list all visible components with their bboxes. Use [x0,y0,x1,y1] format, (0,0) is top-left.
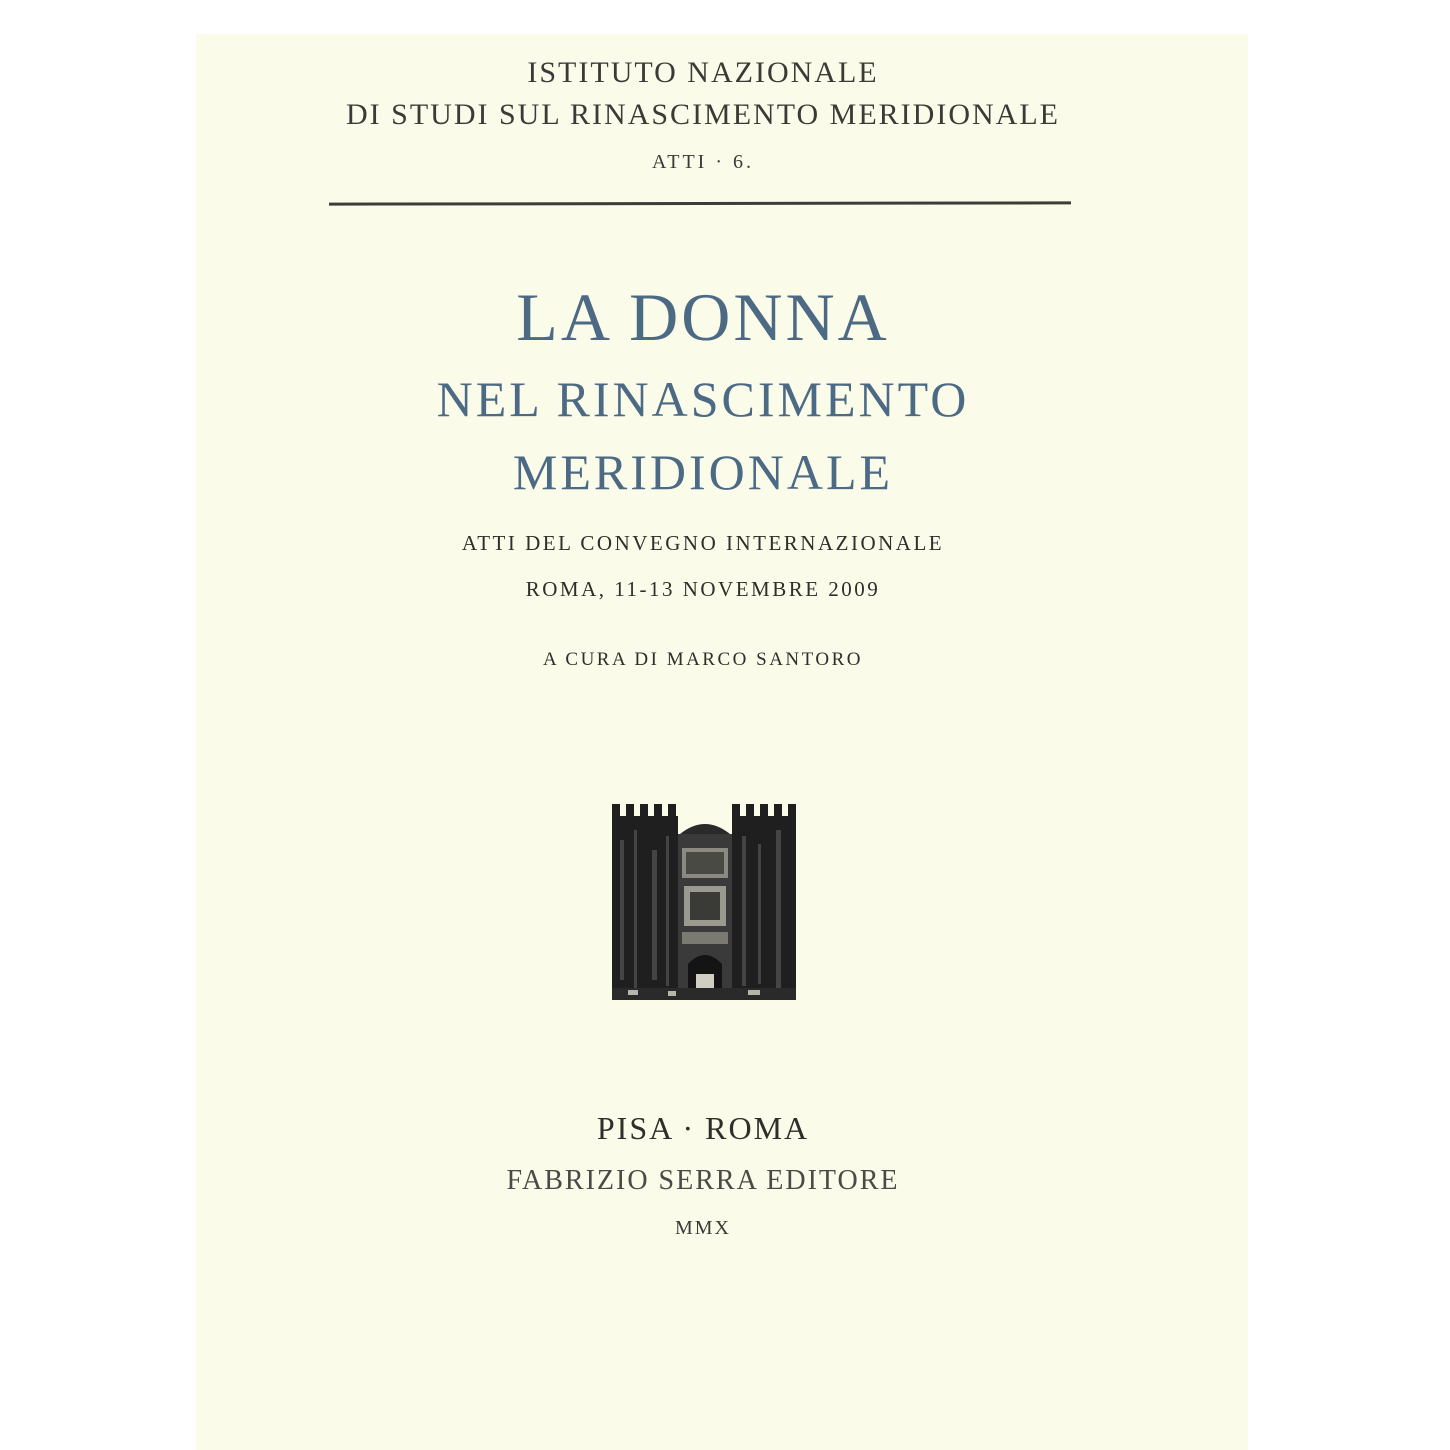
subtitle-line2: ROMA, 11-13 NOVEMBRE 2009 [525,577,881,601]
book-title-line2: NEL RINASCIMENTO [436,371,970,427]
subtitle-line1: ATTI DEL CONVEGNO INTERNAZIONALE [461,531,945,555]
publication-place: PISA · ROMA [596,1110,810,1146]
header-divider [329,201,1071,205]
editor-credit: A CURA DI MARCO SANTORO [542,649,864,670]
series-number: ATTI · 6. [652,151,754,173]
publication-year: MMX [674,1217,731,1239]
institute-name-line2: DI STUDI SUL RINASCIMENTO MERIDIONALE [346,98,1060,131]
book-title-line1: LA DONNA [516,279,890,355]
institute-name-line1: ISTITUTO NAZIONALE [527,56,879,89]
book-cover [196,34,1248,1450]
book-title-line3: MERIDIONALE [512,444,894,500]
publisher-name: FABRIZIO SERRA EDITORE [506,1165,900,1196]
castle-gate-engraving [608,800,800,1004]
